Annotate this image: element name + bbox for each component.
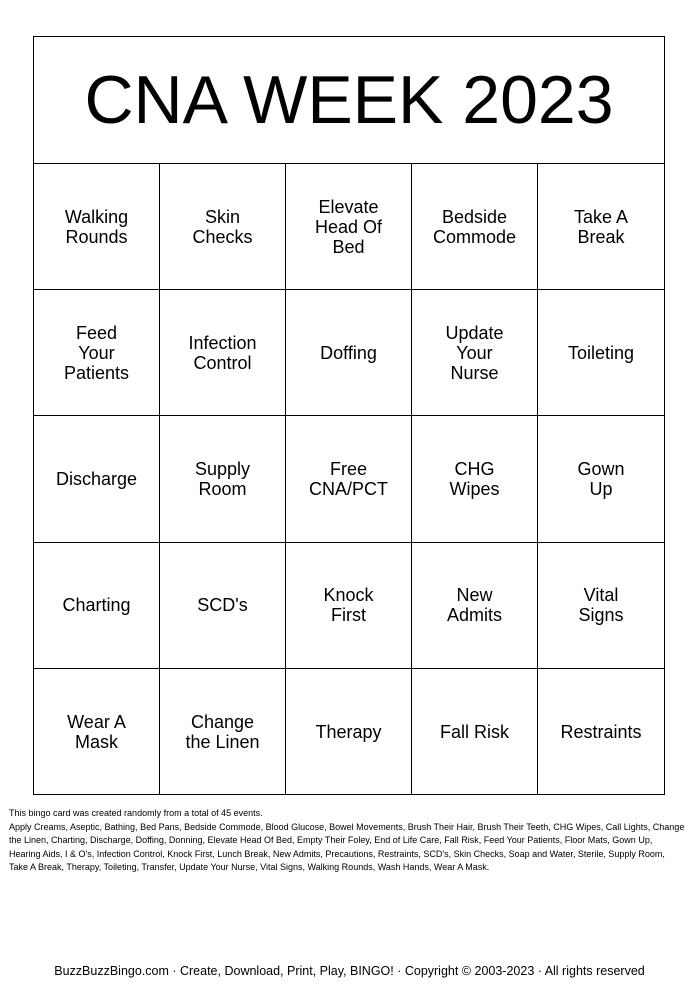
bingo-cell: Skin Checks — [160, 164, 286, 290]
bingo-cell: Wear A Mask — [34, 669, 160, 795]
bingo-cell: Gown Up — [538, 416, 664, 542]
bingo-cell: Knock First — [286, 543, 412, 669]
bingo-cell: Update Your Nurse — [412, 290, 538, 416]
bingo-card — [33, 36, 665, 795]
title-box — [34, 37, 664, 164]
bingo-cell: Feed Your Patients — [34, 290, 160, 416]
bingo-grid — [34, 164, 664, 795]
bingo-cell: Vital Signs — [538, 543, 664, 669]
bingo-cell: Doffing — [286, 290, 412, 416]
bingo-cell: Restraints — [560, 721, 642, 742]
event-list: Apply Creams, Aseptic, Bathing, Bed Pans, Bedside Commode, Blood Glucose, Bowel Movements, Brush Their Hair, Brush Their Teeth, CHG Wipes, Call Lights, Change the Linen, Charting, Discharge, Doffing, Donning, Elevate Head Of Bed, Empty Their Foley, End of Life Care, Fall Risk, Feed Your Patients, Floor Mats, Gown Up, Hearing Aids, I & O's, Infection Control, Knock First, Lunch Break, New Admits, Precautions, Restraints, SCD's, Skin Checks, Soap and Water, Sterile, Supply Room, Take A Break, Therapy, Toileting, Transfer, Update Your Nurse, Vital Signs, Walking Rounds, Wash Hands, Wear A Mask. — [9, 821, 685, 872]
bingo-cell: Walking Rounds — [34, 164, 160, 290]
bingo-cell-free: Free CNA/PCT — [286, 416, 412, 542]
footer-copyright: BuzzBuzzBingo.com · Create, Download, Print, Play, BINGO! · Copyright © 2003-2023 · All rights reserved — [54, 964, 645, 978]
bingo-cell: Elevate Head Of Bed — [286, 164, 412, 290]
bingo-cell: Discharge — [34, 416, 160, 542]
event-note — [9, 807, 685, 875]
bingo-cell: Supply Room — [160, 416, 286, 542]
bingo-cell: Therapy — [286, 669, 412, 795]
bingo-cell: Charting — [34, 543, 160, 669]
bingo-cell: SCD's — [160, 543, 286, 669]
bingo-cell: Change the Linen — [160, 669, 286, 795]
note-intro: This bingo card was created randomly from a total of 45 events. — [9, 808, 263, 818]
bingo-cell: Infection Control — [160, 290, 286, 416]
bingo-cell: Take A Break — [538, 164, 664, 290]
bingo-cell: Fall Risk — [412, 669, 538, 795]
bingo-cell: Bedside Commode — [412, 164, 538, 290]
bingo-cell: New Admits — [412, 543, 538, 669]
bingo-cell: CHG Wipes — [412, 416, 538, 542]
bingo-cell: Toileting — [538, 290, 664, 416]
card-title: CNA WEEK 2023 — [84, 62, 614, 138]
